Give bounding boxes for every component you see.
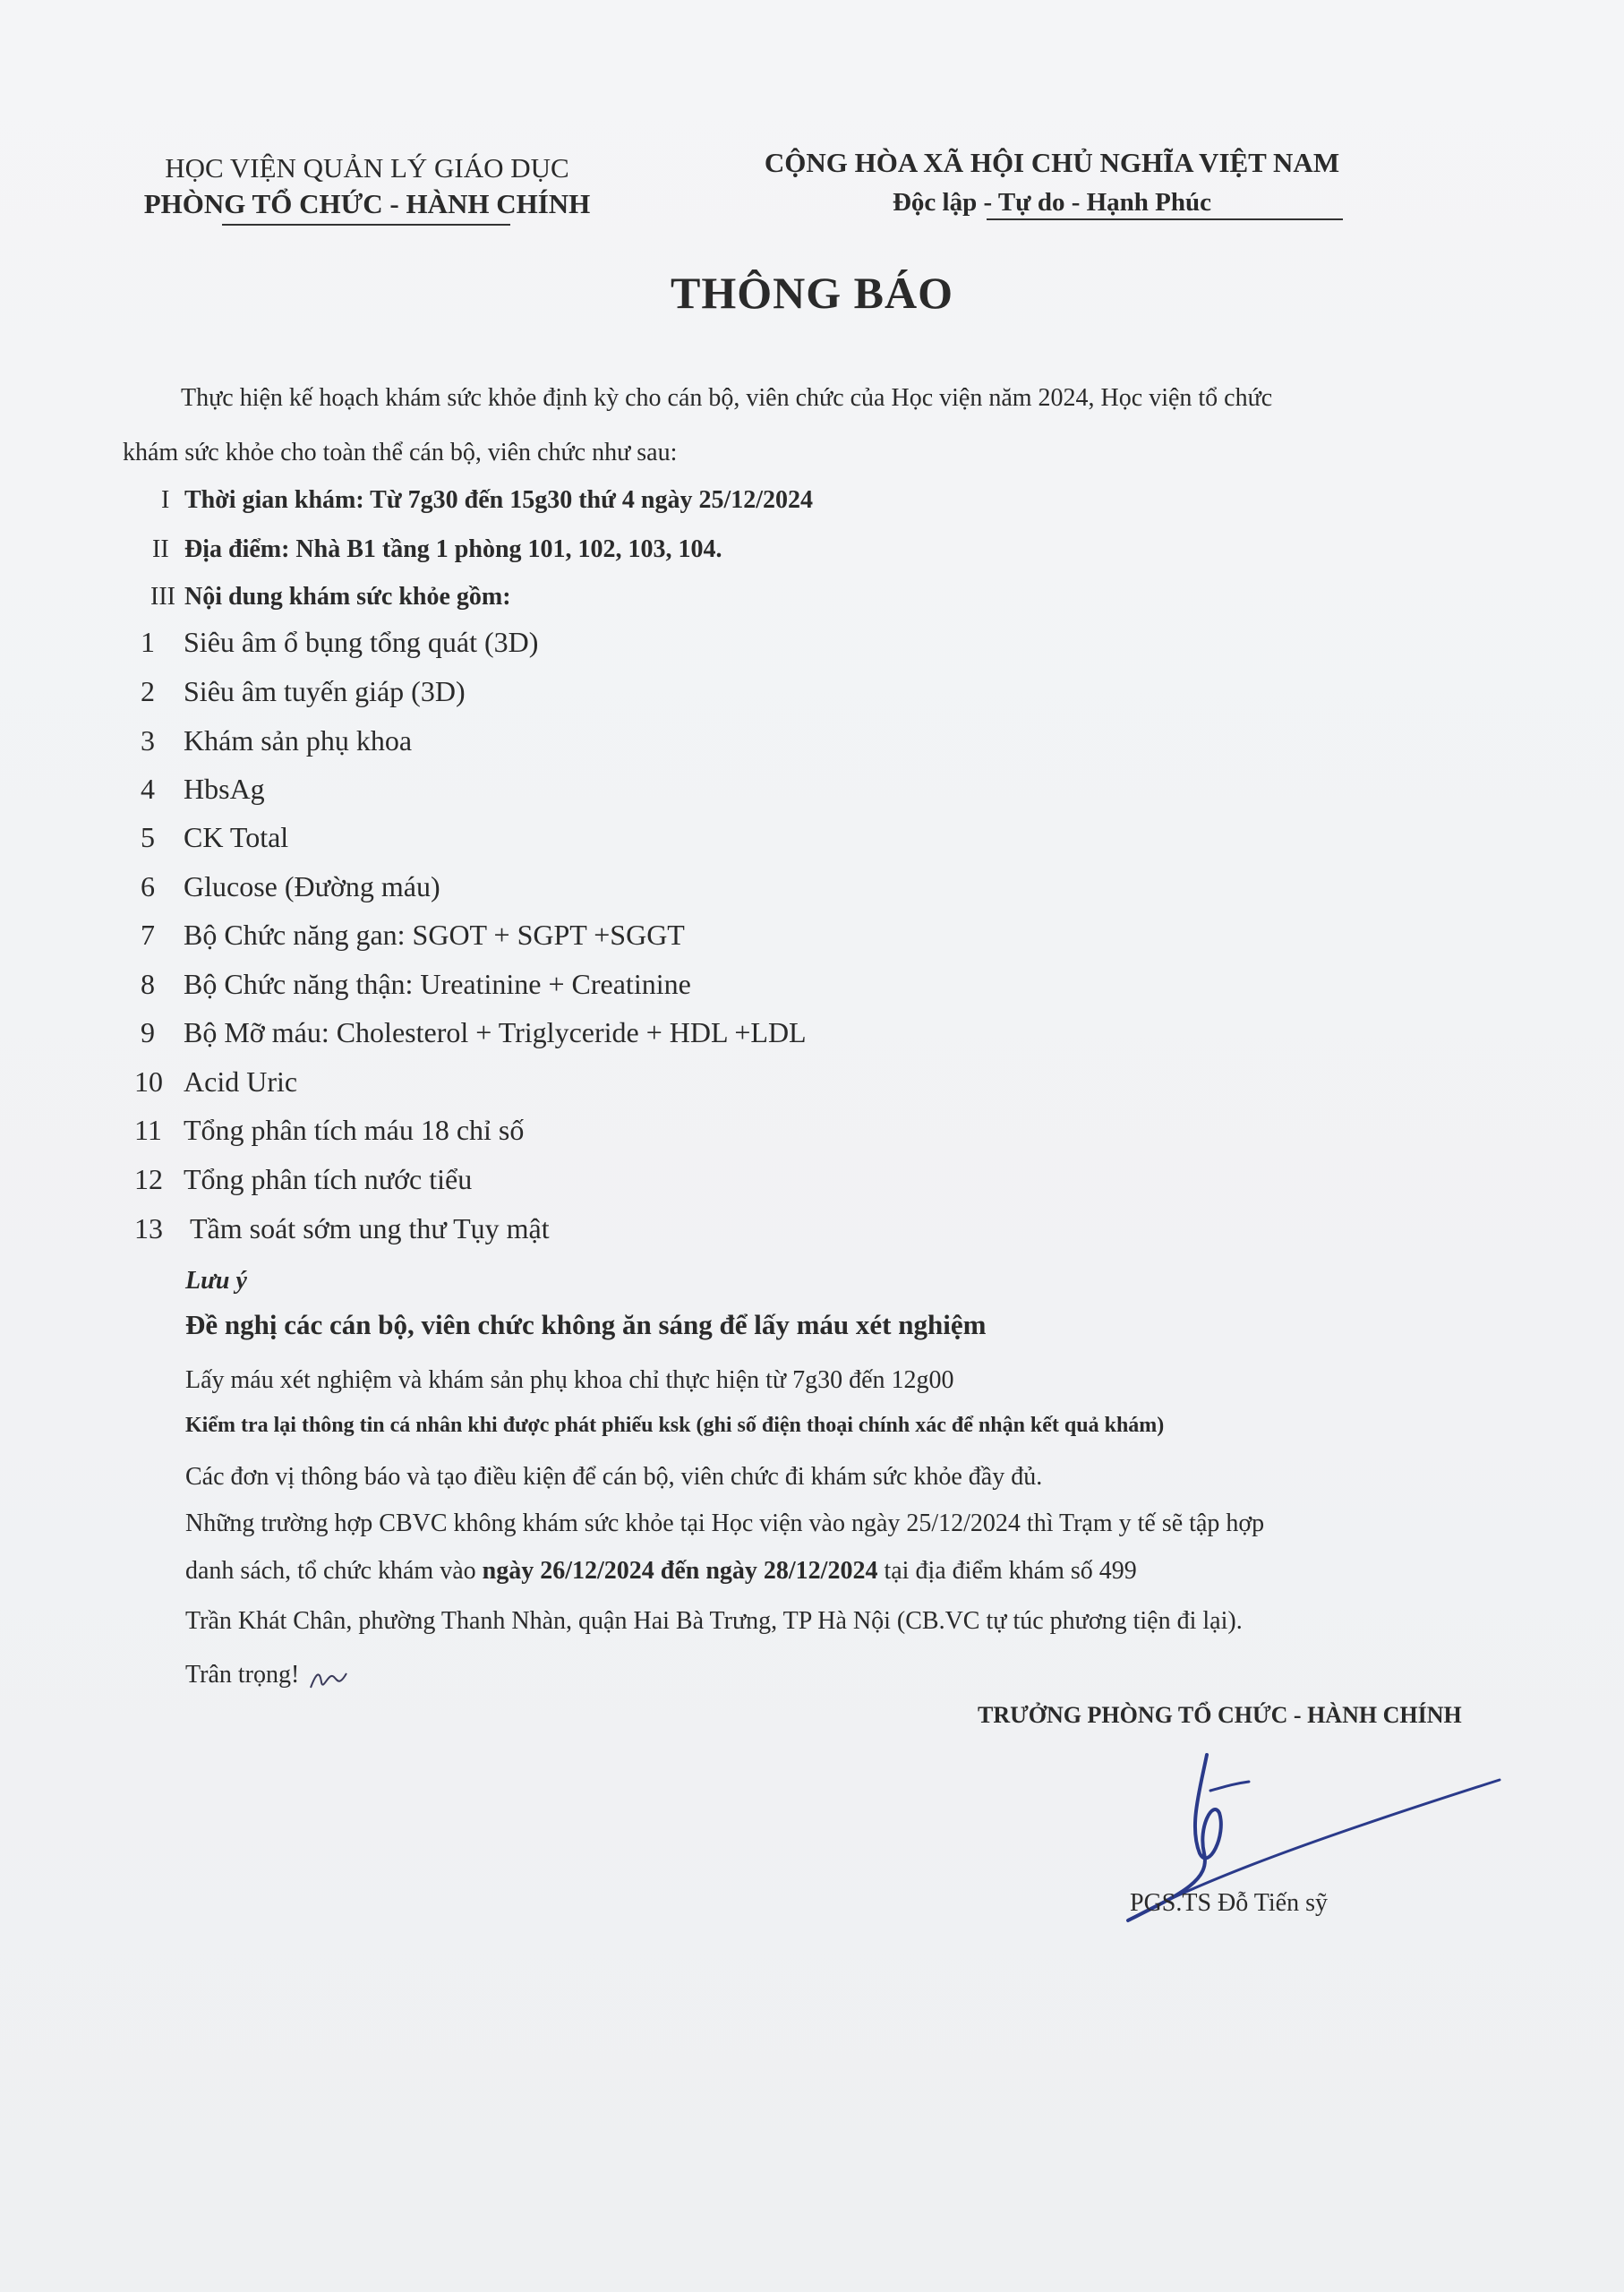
list-item: 13 Tầm soát sớm ung thư Tụy mật [134, 1212, 550, 1244]
national-title: CỘNG HÒA XÃ HỘI CHỦ NGHĨA VIỆT NAM [764, 147, 1340, 178]
note-line-3: Kiểm tra lại thông tin cá nhân khi được phát phiếu ksk (ghi số điện thoại chính xác để nhận kết quả khám) [185, 1414, 1165, 1437]
list-item: 5 CK Total [141, 821, 289, 853]
section-text: Thời gian khám: Từ 7g30 đến 15g30 thứ 4 ngày 25/12/2024 [184, 486, 814, 514]
section-time [161, 486, 813, 515]
list-item: 6 Glucose (Đường máu) [141, 870, 440, 902]
note-line-2: Lấy máu xét nghiệm và khám sản phụ khoa chỉ thực hiện từ 7g30 đến 12g00 [185, 1366, 954, 1394]
note-line-1: Đề nghị các cán bộ, viên chức không ăn sáng để lấy máu xét nghiệm [185, 1309, 987, 1340]
section-location [152, 535, 722, 564]
section-number: II [152, 535, 169, 563]
note-line-4: Các đơn vị thông báo và tạo điều kiện để cán bộ, viên chức đi khám sức khỏe đầy đủ. [185, 1463, 1043, 1491]
list-item: 4 HbsAg [141, 773, 265, 805]
signer-name: PGS.TS Đỗ Tiến sỹ [1130, 1889, 1328, 1917]
note-line-5: Những trường hợp CBVC không khám sức khỏe tại Học viện vào ngày 25/12/2024 thì Trạm y tế sẽ tập hợp [185, 1509, 1265, 1537]
left-header-underline [222, 224, 510, 226]
list-item: 3 Khám sản phụ khoa [141, 724, 413, 757]
note-line-7: Trần Khát Chân, phường Thanh Nhàn, quận Hai Bà Trưng, TP Hà Nội (CB.VC tự túc phương tiện đi lại). [185, 1607, 1243, 1635]
list-item: 11 Tổng phân tích máu 18 chỉ số [134, 1114, 525, 1146]
document-title: THÔNG BÁO [671, 268, 953, 318]
list-item: 7 Bộ Chức năng gan: SGOT + SGPT +SGGT [141, 919, 685, 951]
intro-line-2: khám sức khỏe cho toàn thể cán bộ, viên chức như sau: [123, 439, 678, 466]
list-item: 8 Bộ Chức năng thận: Ureatinine + Creatinine [141, 968, 691, 1000]
department-name: PHÒNG TỔ CHỨC - HÀNH CHÍNH [143, 188, 591, 219]
section-text: Nội dung khám sức khỏe gồm: [184, 583, 511, 611]
list-item: 2 Siêu âm tuyến giáp (3D) [141, 675, 466, 707]
list-item: 9 Bộ Mỡ máu: Cholesterol + Triglyceride + HDL +LDL [141, 1016, 807, 1048]
list-item: 12 Tổng phân tích nước tiểu [134, 1163, 473, 1195]
national-motto: Độc lập - Tự do - Hạnh Phúc [892, 188, 1212, 217]
org-name: HỌC VIỆN QUẢN LÝ GIÁO DỤC [165, 152, 569, 184]
list-item: 10 Acid Uric [134, 1065, 298, 1098]
notes-heading: Lưu ý [185, 1267, 247, 1295]
closing-text: Trân trọng! [185, 1661, 300, 1689]
note-line-6: danh sách, tổ chức khám vào ngày 26/12/2024 đến ngày 28/12/2024 tại địa điểm khám số 499 [185, 1557, 1137, 1585]
list-item: 1 Siêu âm ổ bụng tổng quát (3D) [141, 626, 539, 658]
signer-position: TRƯỞNG PHÒNG TỔ CHỨC - HÀNH CHÍNH [978, 1702, 1462, 1728]
section-number: I [161, 486, 170, 514]
initials-mark [307, 1661, 352, 1697]
section-text: Địa điểm: Nhà B1 tầng 1 phòng 101, 102, 103, 104. [184, 535, 722, 563]
right-header-underline [987, 218, 1343, 220]
intro-line-1: Thực hiện kế hoạch khám sức khỏe định kỳ cho cán bộ, viên chức của Học viện năm 2024, Học viện tổ chức [181, 384, 1273, 412]
section-content [150, 583, 511, 611]
section-number: III [150, 583, 175, 611]
